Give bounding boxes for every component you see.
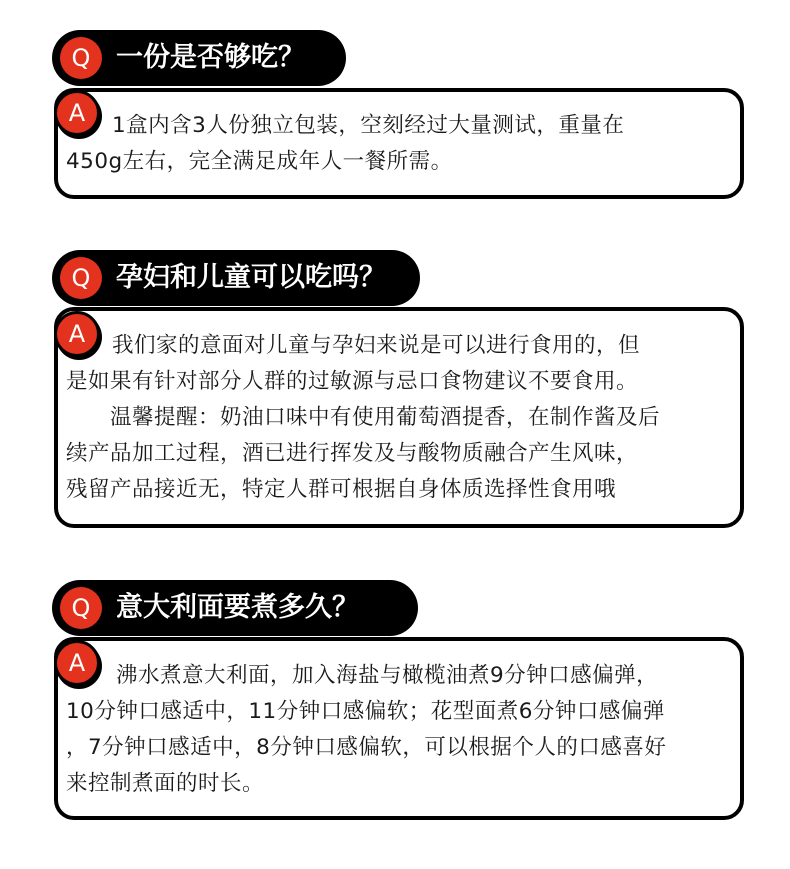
question-pill xyxy=(52,30,346,86)
answer-line: 10分钟口感适中，11分钟口感偏软；花型面煮6分钟口感偏弹 xyxy=(66,699,665,724)
question-text: 意大利面要煮多久？ xyxy=(116,592,359,623)
q-badge-icon: Q xyxy=(60,257,102,299)
answer-line xyxy=(66,400,742,436)
answer-line: 沸水煮意大利面，加入海盐与橄榄油煮9分钟口感偏弹， xyxy=(116,663,659,688)
answer-line: 1盒内含3人份独立包装，空刻经过大量测试，重量在 xyxy=(112,113,625,138)
answer-line: 是如果有针对部分人群的过敏源与忌口食物建议不要食用。 xyxy=(66,369,639,394)
answer-line: 450g左右，完全满足成年人一餐所需。 xyxy=(66,149,453,174)
question-text: 孕妇和儿童可以吃吗？ xyxy=(116,262,386,293)
question-pill xyxy=(52,580,418,636)
answer-line: 来控制煮面的时长。 xyxy=(66,771,265,796)
answer-text xyxy=(66,658,742,802)
a-badge-icon: A xyxy=(54,311,100,357)
question-pill xyxy=(52,250,420,306)
a-badge-icon: A xyxy=(54,640,100,686)
question-text: 一份是否够吃？ xyxy=(116,42,305,73)
answer-text xyxy=(66,108,742,180)
answer-line: ，7分钟口感适中，8分钟口感偏软，可以根据个人的口感喜好 xyxy=(66,735,667,760)
answer-reminder: 温馨提醒：奶油口味中有使用葡萄酒提香，在制作酱及后 xyxy=(110,405,661,430)
a-badge-icon: A xyxy=(54,90,100,136)
answer-text xyxy=(66,328,742,508)
q-badge-icon: Q xyxy=(60,37,102,79)
q-badge-icon: Q xyxy=(60,587,102,629)
answer-line: 我们家的意面对儿童与孕妇来说是可以进行食用的，但 xyxy=(112,333,641,358)
answer-line: 续产品加工过程，酒已进行挥发及与酸物质融合产生风味， xyxy=(66,441,639,466)
answer-line: 残留产品接近无，特定人群可根据自身体质选择性食用哦 xyxy=(66,477,617,502)
